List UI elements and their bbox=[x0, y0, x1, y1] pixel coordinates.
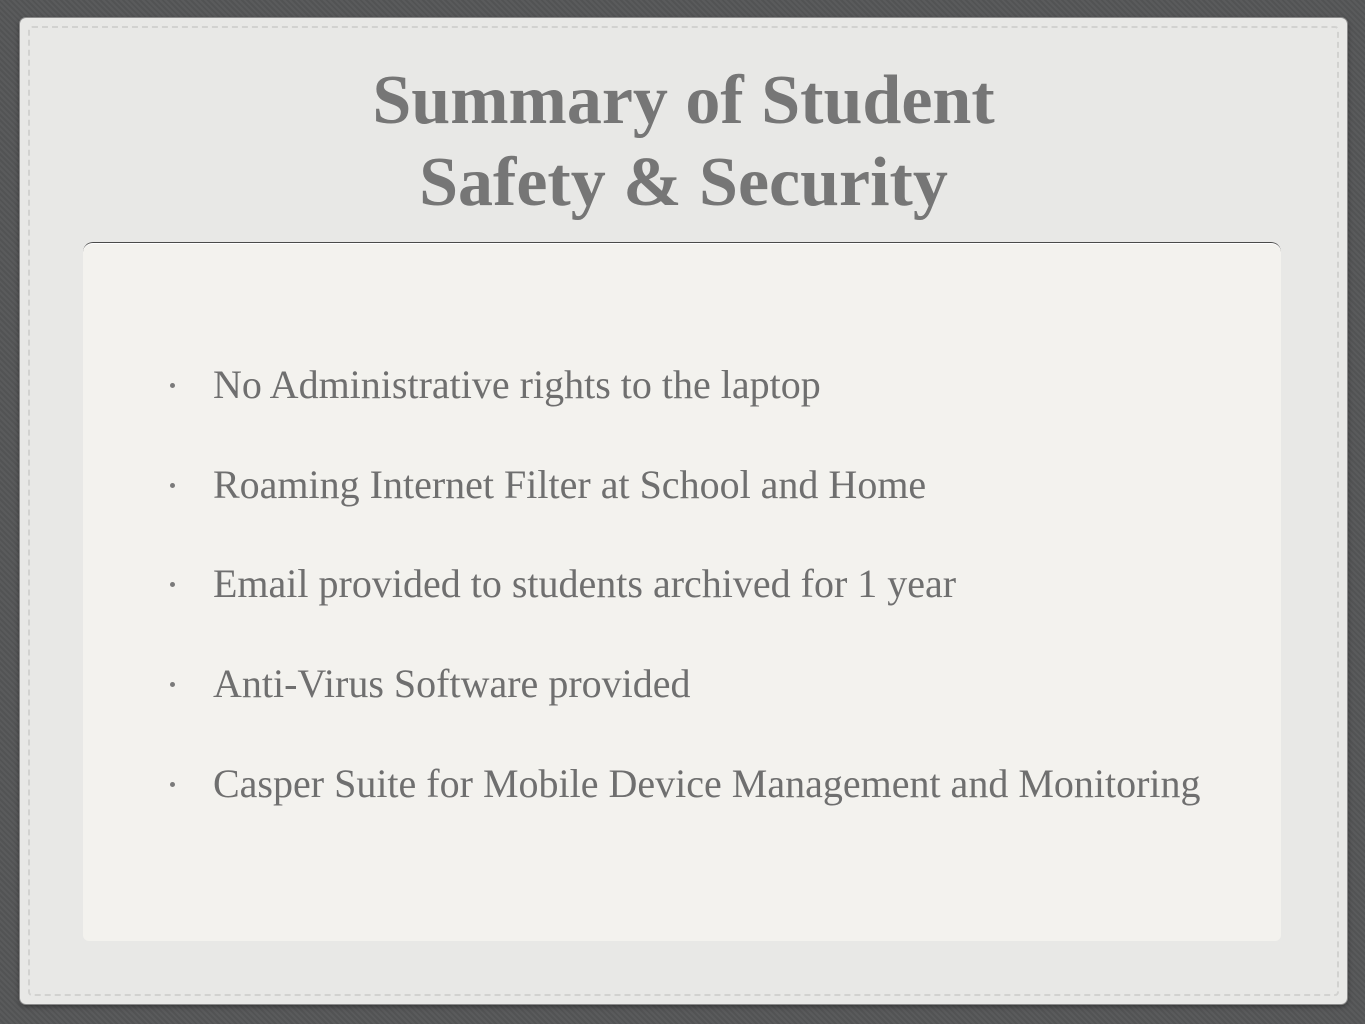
slide-title bbox=[20, 60, 1347, 224]
bullet-text: No Administrative rights to the laptop bbox=[213, 362, 821, 407]
slide-title-line-1: Summary of Student bbox=[372, 62, 995, 139]
bullet-dot-icon bbox=[170, 582, 175, 587]
content-panel bbox=[83, 242, 1281, 941]
bullet-item bbox=[213, 461, 1223, 509]
bullet-dot-icon bbox=[170, 782, 175, 787]
slide-title-line-2: Safety & Security bbox=[419, 144, 948, 221]
slide-card bbox=[20, 18, 1347, 1004]
bullet-item bbox=[213, 560, 1223, 608]
bullet-dot-icon bbox=[170, 483, 175, 488]
bullet-text: Anti-Virus Software provided bbox=[213, 661, 691, 706]
bullet-item bbox=[213, 760, 1223, 808]
bullet-dot-icon bbox=[170, 383, 175, 388]
bullet-item bbox=[213, 361, 1223, 409]
bullet-item bbox=[213, 660, 1223, 708]
bullet-dot-icon bbox=[170, 682, 175, 687]
bullet-text: Email provided to students archived for 1 year bbox=[213, 561, 957, 606]
bullet-text: Roaming Internet Filter at School and Home bbox=[213, 462, 927, 507]
bullet-text: Casper Suite for Mobile Device Management and Monitoring bbox=[213, 761, 1201, 806]
